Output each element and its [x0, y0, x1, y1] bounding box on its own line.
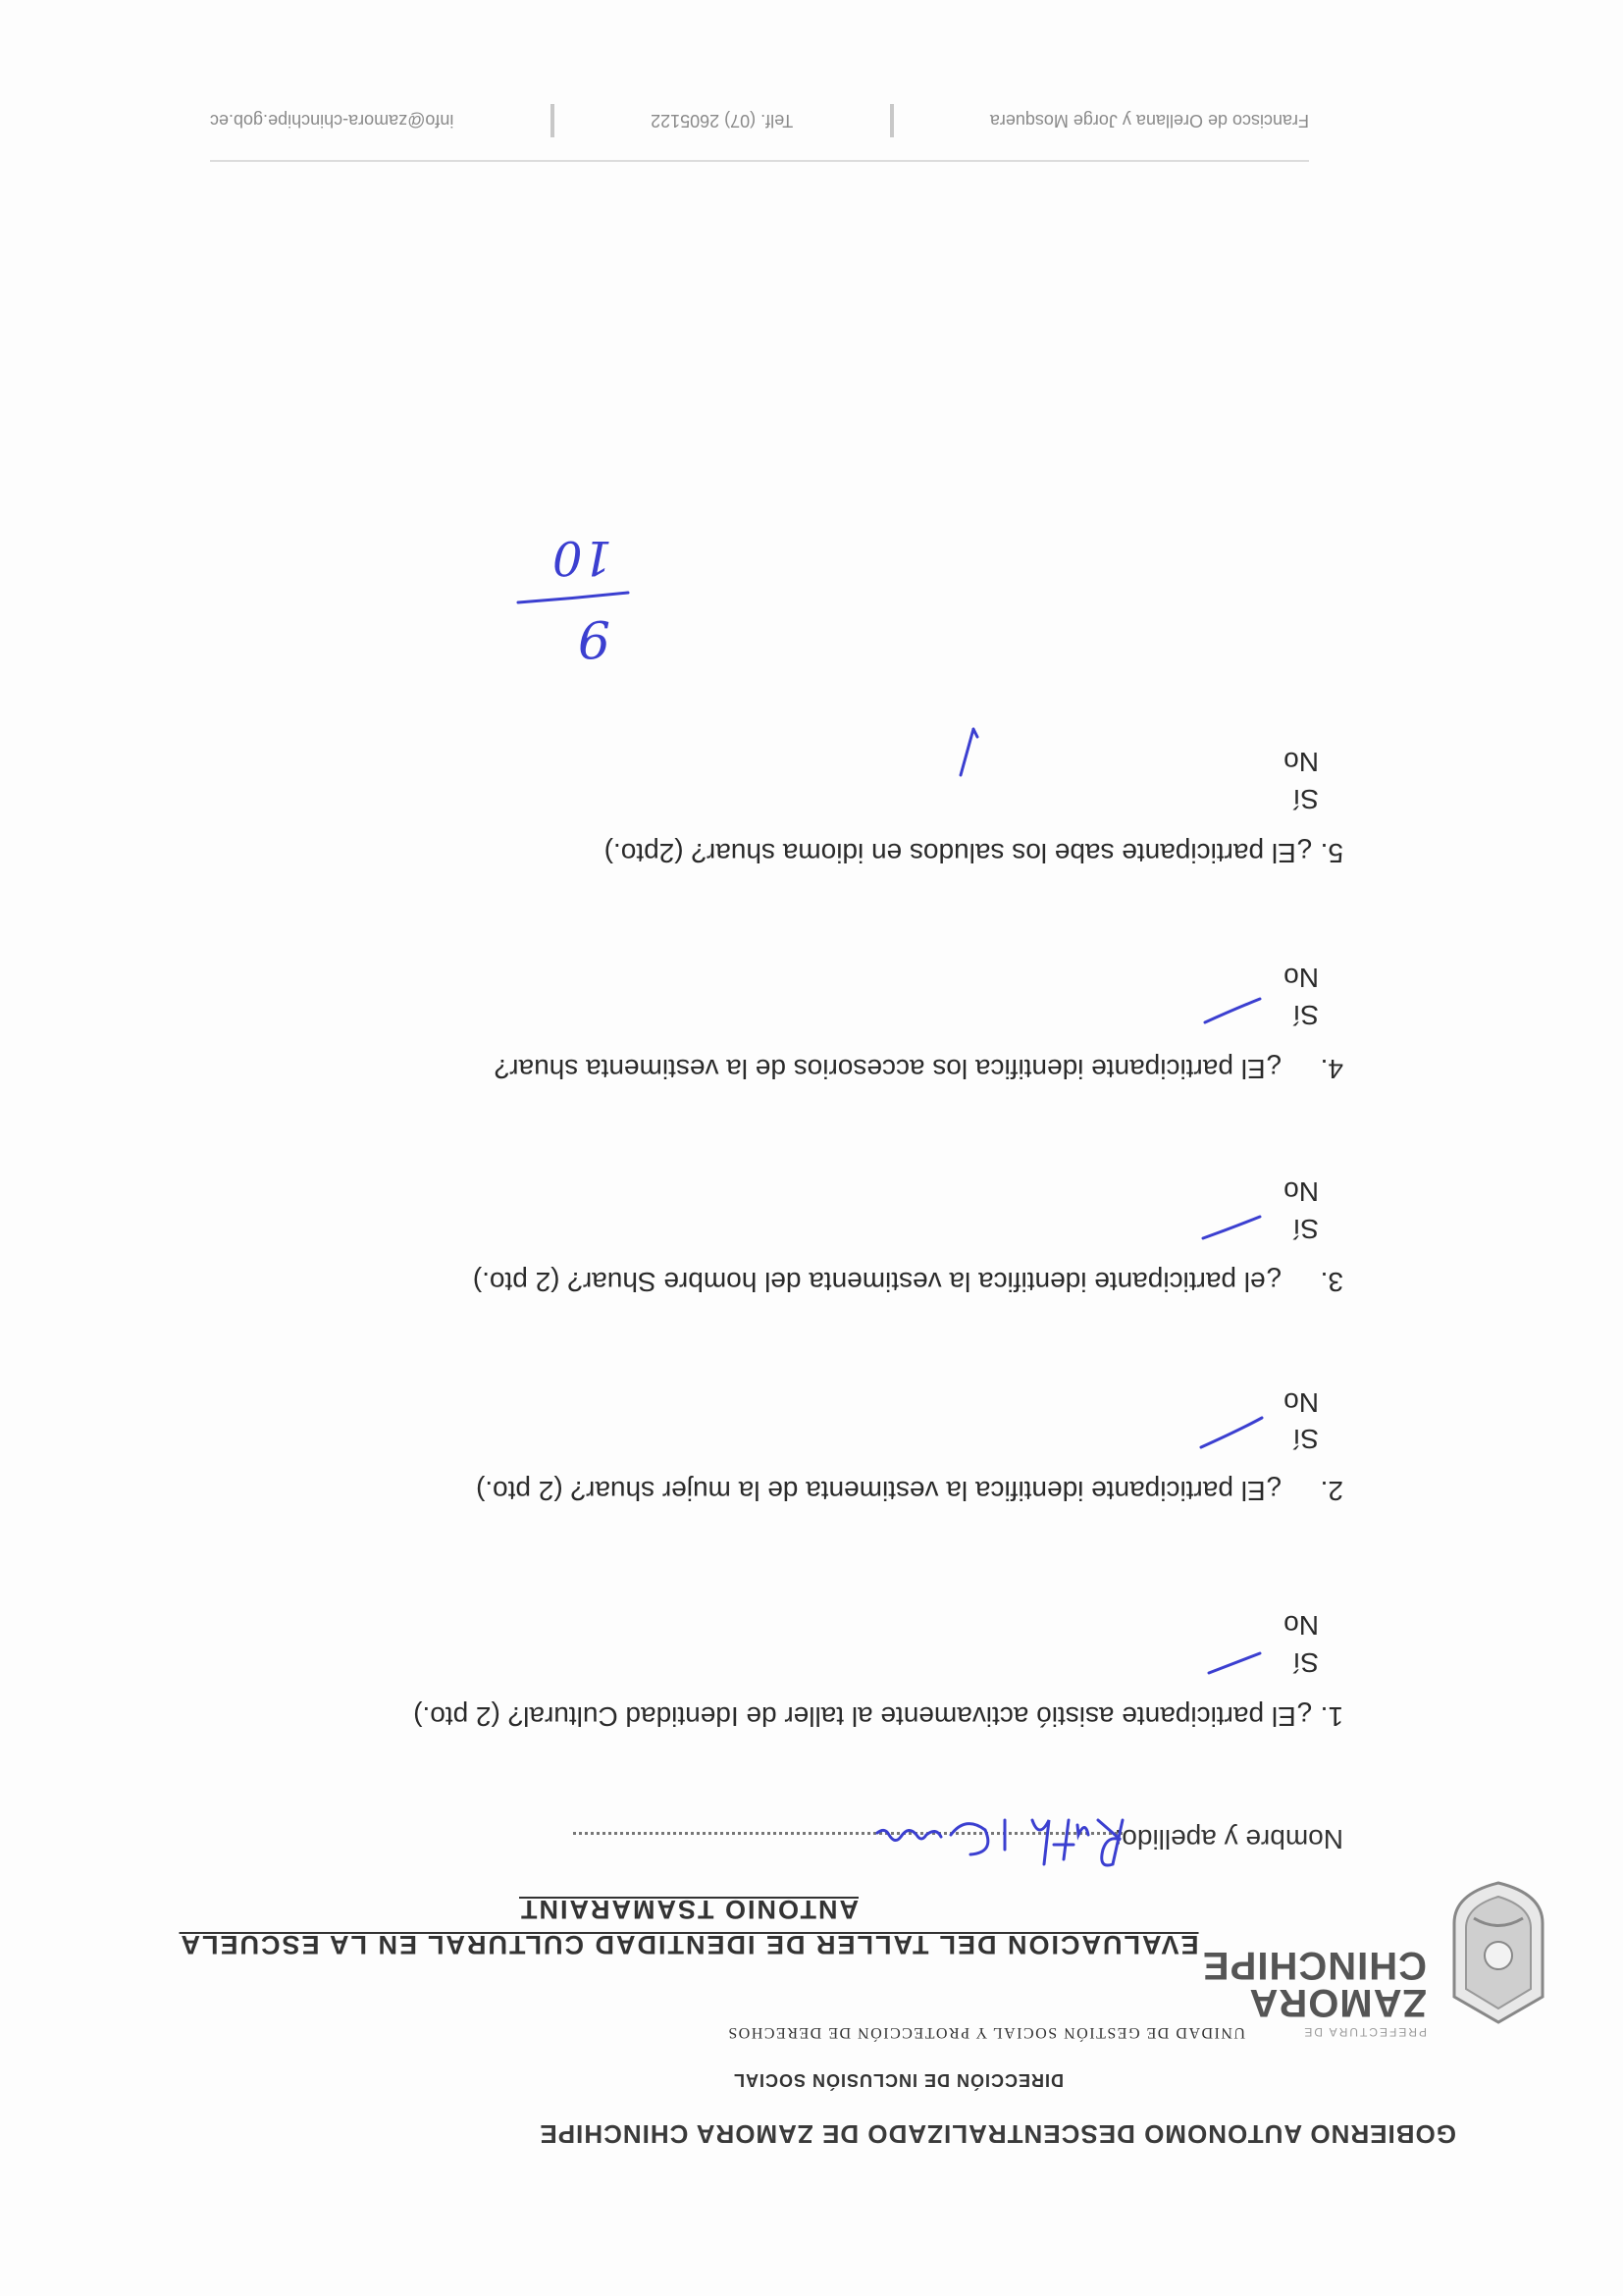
- question-5-text: ¿El participante sabe los saludos en idioma shuar? (2pto.): [603, 838, 1313, 868]
- question-4: [495, 1053, 1343, 1084]
- question-1-text: ¿El participante asistió activamente al taller de Identidad Cultural? (2 pto.): [413, 1701, 1313, 1732]
- footer-address: Francisco de Orellana y Jorge Mosquera: [989, 111, 1309, 131]
- question-4-number: 4.: [1320, 1054, 1343, 1084]
- form-title: EVALUACION DEL TALLER DE IDENTIDAD CULTURAL EN LA ESCUELA ANTONIO TSAMARAINT: [179, 1895, 1199, 1959]
- question-3-no: No: [1283, 1176, 1319, 1207]
- handwritten-name: [848, 1805, 1142, 1874]
- score-fraction-bar: [514, 587, 632, 606]
- question-1-check-mark: [1191, 1644, 1270, 1683]
- name-label: Nombre y apellido:: [1114, 1824, 1343, 1854]
- question-3-number: 3.: [1320, 1267, 1343, 1297]
- footer-email: info@zamora-chinchipe.gob.ec: [210, 111, 454, 131]
- question-4-no: No: [1283, 963, 1319, 993]
- footer-divider: [210, 160, 1309, 162]
- question-2-yes: Sí: [1292, 1424, 1319, 1454]
- prefecture-name-line1: ZAMORA: [1248, 1981, 1427, 2024]
- question-1-no: No: [1283, 1610, 1319, 1641]
- question-5-no: No: [1283, 747, 1319, 777]
- unit-title: UNIDAD DE GESTIÓN SOCIAL Y PROTECCIÓN DE DERECHOS: [726, 2024, 1245, 2041]
- question-3-check-mark: [1191, 1207, 1270, 1246]
- question-5: [604, 837, 1343, 868]
- question-1-yes: Sí: [1292, 1647, 1319, 1678]
- question-2: [476, 1475, 1343, 1506]
- question-4-text: ¿El participante identifica los accesorios de la vestimenta shuar?: [494, 1054, 1283, 1084]
- question-3-yes: Sí: [1292, 1214, 1319, 1244]
- footer-separator: [550, 104, 554, 137]
- question-2-check-mark: [1191, 1408, 1270, 1457]
- score-denominator: 10: [551, 530, 612, 585]
- question-1-number: 1.: [1320, 1701, 1343, 1732]
- question-5-check-mark: [946, 721, 985, 780]
- question-4-yes: Sí: [1292, 1000, 1319, 1030]
- footer-separator: [890, 104, 894, 137]
- question-4-check-mark: [1191, 991, 1270, 1030]
- question-3-text: ¿el participante identifica la vestimenta del hombre Shuar? (2 pto.): [472, 1267, 1283, 1297]
- prefecture-name-line2: CHINCHIPE: [1201, 1944, 1427, 1987]
- question-5-number: 5.: [1320, 838, 1343, 868]
- government-header: GOBIERNO AUTONOMO DESCENTRALIZADO DE ZAMORA CHINCHIPE: [539, 2119, 1456, 2149]
- footer-phone: Telf. (07) 2605122: [651, 111, 794, 131]
- question-5-yes: Sí: [1292, 784, 1319, 814]
- score: [514, 520, 632, 667]
- prefecture-label: PREFECTURA DE: [1302, 2025, 1427, 2039]
- question-2-number: 2.: [1320, 1476, 1343, 1506]
- question-2-text: ¿El participante identifica la vestimenta de la mujer shuar? (2 pto.): [476, 1476, 1283, 1506]
- coat-of-arms-logo: [1444, 1879, 1552, 2026]
- question-2-no: No: [1283, 1387, 1319, 1418]
- question-1: [413, 1700, 1343, 1732]
- direction-title: DIRECCIÓN DE INCLUSIÓN SOCIAL: [732, 2070, 1064, 2090]
- score-numerator: 9: [577, 608, 610, 667]
- footer: [210, 104, 1309, 137]
- question-3: [473, 1266, 1343, 1297]
